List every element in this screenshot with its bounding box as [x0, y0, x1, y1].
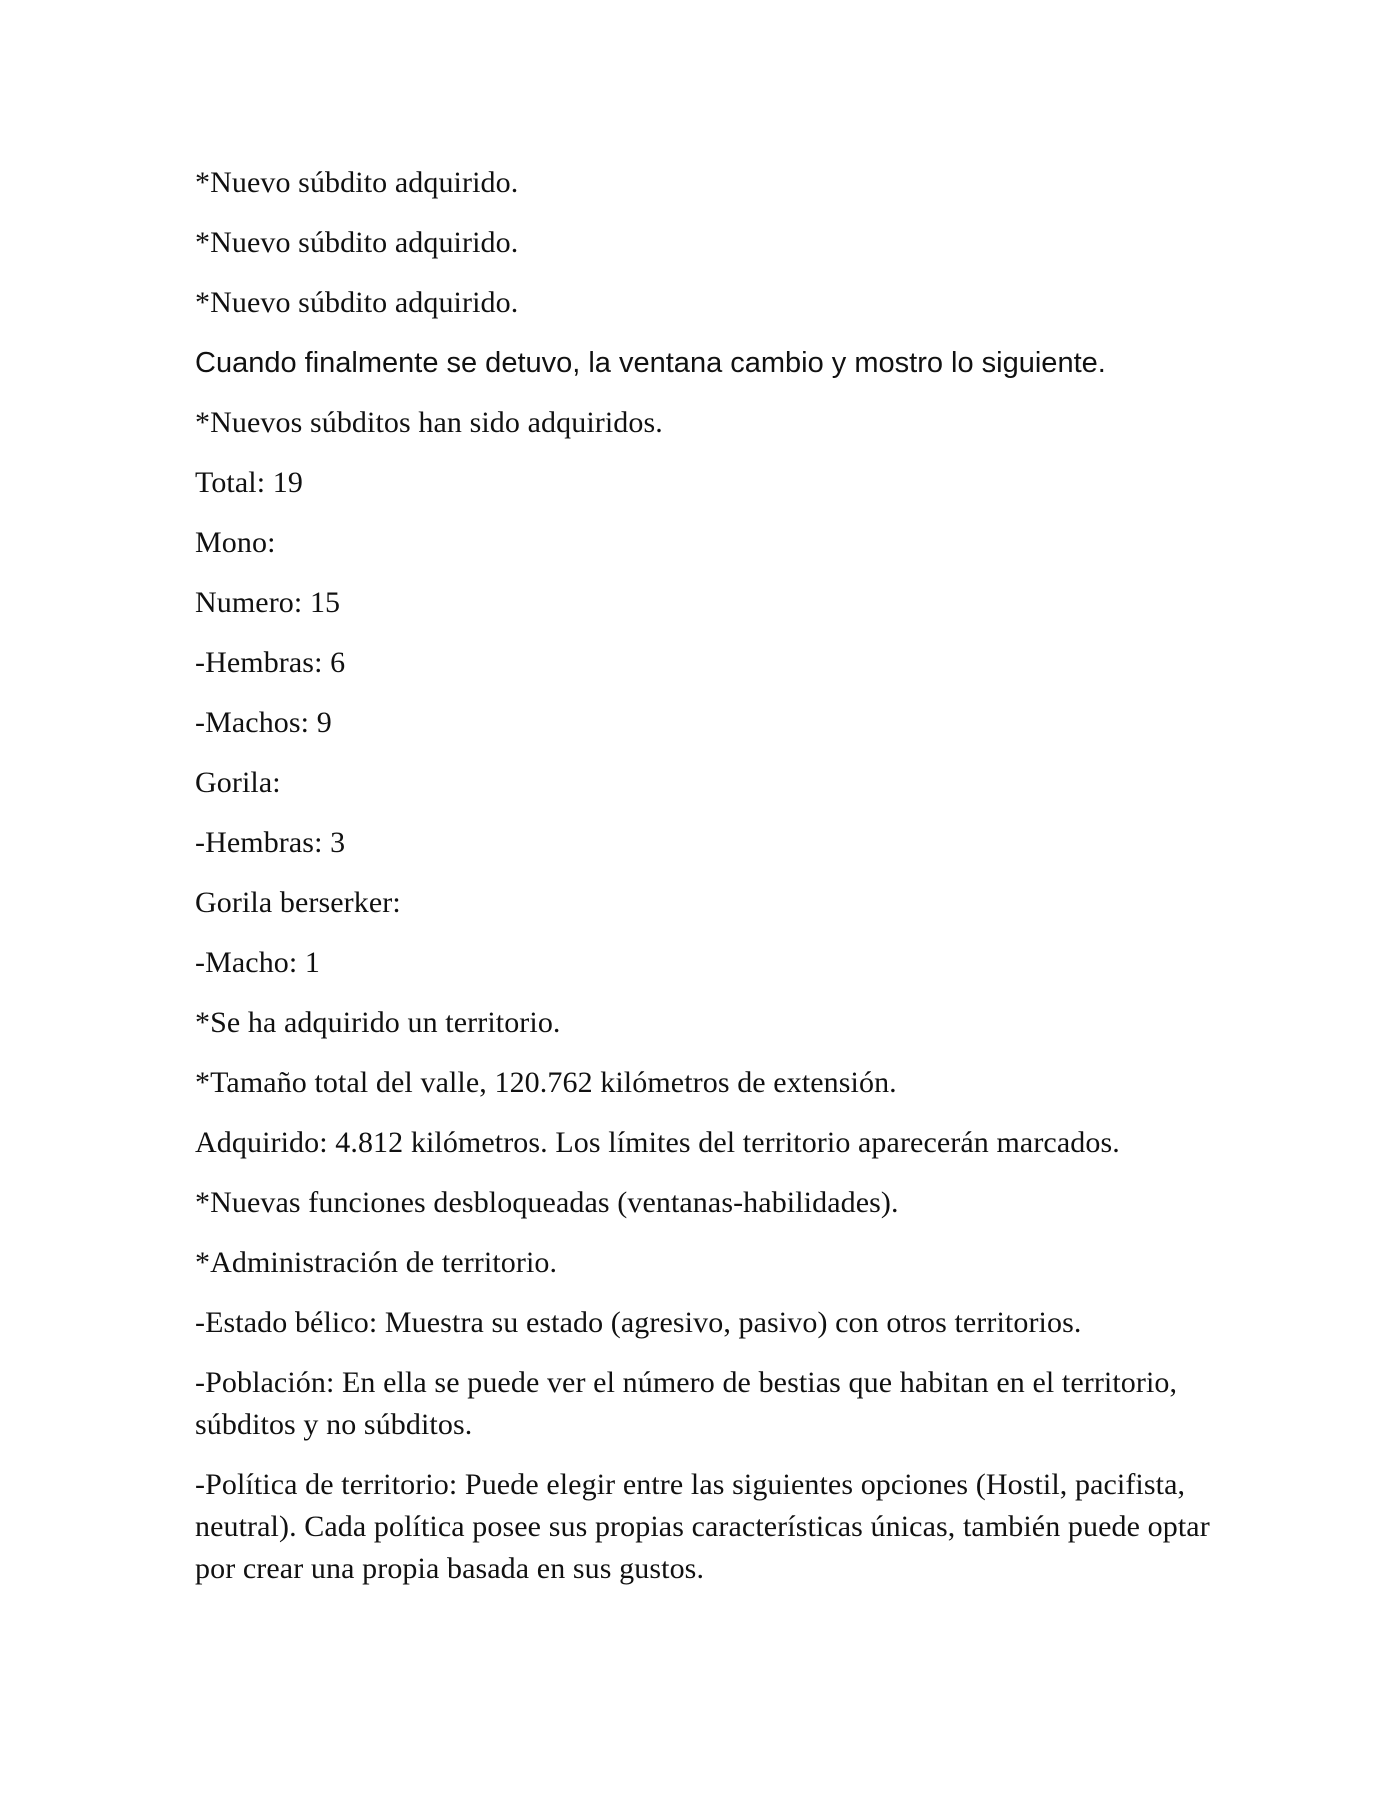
paragraph: -Machos: 9: [195, 706, 332, 739]
paragraph: -Hembras: 6: [195, 646, 346, 679]
paragraph: -Política de territorio: Puede elegir entre las siguientes opciones (Hostil, pacifista, neutral). Cada política posee sus propias características únicas, también puede optar por crear una propia basada en sus gustos.: [195, 1468, 1210, 1585]
paragraph: Gorila:: [195, 766, 281, 799]
paragraph: *Nuevo súbdito adquirido.: [195, 166, 519, 199]
paragraph: *Nuevo súbdito adquirido.: [195, 286, 519, 319]
paragraph: *Nuevo súbdito adquirido.: [195, 226, 519, 259]
paragraph: -Estado bélico: Muestra su estado (agresivo, pasivo) con otros territorios.: [195, 1306, 1082, 1339]
paragraph: -Macho: 1: [195, 946, 321, 979]
paragraph: *Nuevos súbditos han sido adquiridos.: [195, 406, 663, 439]
paragraph: Adquirido: 4.812 kilómetros. Los límites del territorio aparecerán marcados.: [195, 1126, 1120, 1159]
paragraph: -Hembras: 3: [195, 826, 346, 859]
paragraph: Gorila berserker:: [195, 886, 401, 919]
paragraph: *Nuevas funciones desbloqueadas (ventanas-habilidades).: [195, 1186, 899, 1219]
paragraph: *Se ha adquirido un territorio.: [195, 1006, 561, 1039]
paragraph: *Tamaño total del valle, 120.762 kilómetros de extensión.: [195, 1066, 897, 1099]
paragraph: Numero: 15: [195, 586, 341, 619]
paragraph: -Población: En ella se puede ver el número de bestias que habitan en el territorio, súbditos y no súbditos.: [195, 1366, 1178, 1441]
narrative-paragraph: Cuando finalmente se detuvo, la ventana cambio y mostro lo siguiente.: [195, 347, 1106, 379]
paragraph: *Administración de territorio.: [195, 1246, 558, 1279]
paragraph: Mono:: [195, 526, 276, 559]
document-body: [195, 162, 1225, 1608]
paragraph: Total: 19: [195, 466, 303, 499]
